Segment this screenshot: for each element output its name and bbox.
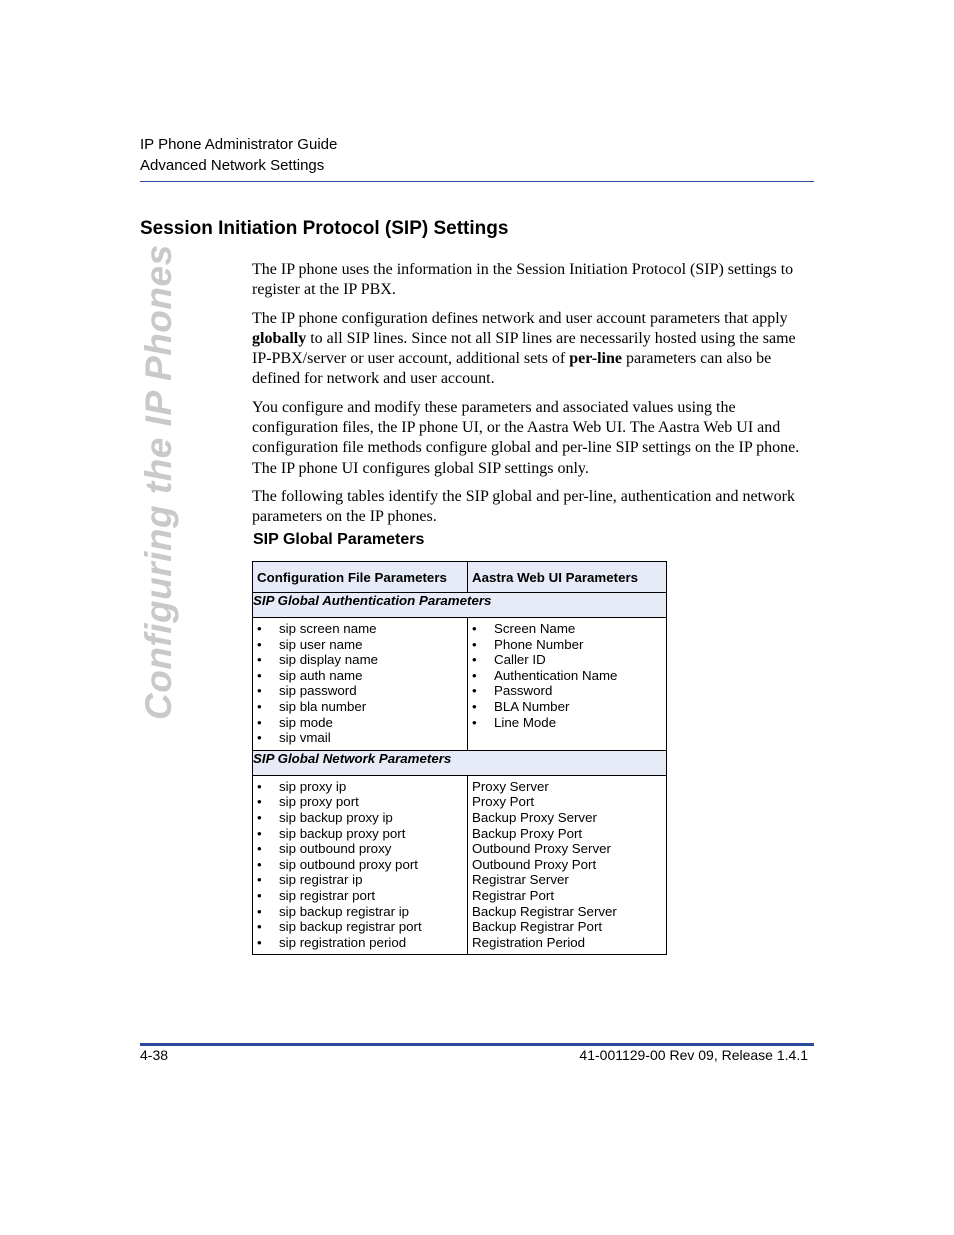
list-item: • sip vmail xyxy=(253,730,467,746)
list-item: • sip registrar ip xyxy=(253,872,467,888)
list-item: • sip mode xyxy=(253,715,467,731)
header-guide-title: IP Phone Administrator Guide xyxy=(140,136,338,153)
page-number: 4-38 xyxy=(140,1047,169,1063)
list-item: • sip backup proxy port xyxy=(253,826,467,842)
network-config-list xyxy=(253,776,467,955)
paragraph-3: You configure and modify these parameters and associated values using the configuration files, the IP phone UI, or the Aastra Web UI. The Aastra Web UI and configuration file methods configure global and per-line SIP settings on the IP phone. The IP phone UI configures global SIP settings only. xyxy=(252,398,800,477)
column-header-web-ui: Aastra Web UI Parameters xyxy=(468,562,667,593)
list-item: • sip proxy port xyxy=(253,794,467,810)
list-item: • sip outbound proxy port xyxy=(253,857,467,873)
list-item: Proxy Server xyxy=(472,778,549,794)
paragraph-2-bold-per-line: per-line xyxy=(569,350,622,368)
table-section-row xyxy=(253,750,667,775)
list-item: Outbound Proxy Port xyxy=(472,856,597,872)
sip-global-parameters-table xyxy=(252,561,667,955)
list-item: Registration Period xyxy=(472,934,586,950)
table-section-row xyxy=(253,593,667,618)
table-title: SIP Global Parameters xyxy=(253,531,425,548)
list-item: Proxy Port xyxy=(472,794,535,810)
section-title: Session Initiation Protocol (SIP) Settings xyxy=(140,218,509,239)
auth-config-cell xyxy=(253,618,468,751)
list-item: • Phone Number xyxy=(468,637,666,653)
paragraph-2-text: parameters can also be defined for network and user account. xyxy=(252,350,772,388)
body-text xyxy=(252,260,814,536)
network-web-list xyxy=(468,776,666,955)
list-item: • sip registrar port xyxy=(253,888,467,904)
paragraph-2-text: to all SIP lines. Since not all SIP lines are necessarily hosted using the same IP-PBX/server or user account, additional sets of xyxy=(252,329,796,368)
column-header-config: Configuration File Parameters xyxy=(253,562,468,593)
running-header xyxy=(140,134,337,176)
side-chapter-title: Configuring the IP Phones xyxy=(138,244,179,720)
list-item: • sip user name xyxy=(253,637,467,653)
paragraph-2-bold-globally: globally xyxy=(252,329,307,347)
auth-web-cell xyxy=(468,618,667,751)
paragraph-4: The following tables identify the SIP global and per-line, authentication and network parameters on the IP phones. xyxy=(252,487,795,526)
list-item: • Password xyxy=(468,683,666,699)
list-item: • sip password xyxy=(253,683,467,699)
list-item: Backup Proxy Port xyxy=(472,825,583,841)
auth-section-label: SIP Global Authentication Parameters xyxy=(253,593,667,618)
network-web-cell xyxy=(468,775,667,955)
network-section-label: SIP Global Network Parameters xyxy=(253,750,667,775)
list-item: • sip outbound proxy xyxy=(253,841,467,857)
footer-rule xyxy=(140,1043,814,1046)
list-item: • sip display name xyxy=(253,652,467,668)
list-item: • sip backup proxy ip xyxy=(253,810,467,826)
list-item: Registrar Server xyxy=(472,872,569,888)
list-item: • sip screen name xyxy=(253,621,467,637)
table-row xyxy=(253,775,667,955)
document-id: 41-001129-00 Rev 09, Release 1.4.1 xyxy=(579,1047,808,1063)
paragraph-2 xyxy=(252,309,814,390)
list-item: • sip backup registrar port xyxy=(253,919,467,935)
list-item: • sip auth name xyxy=(253,668,467,684)
list-item: • sip backup registrar ip xyxy=(253,904,467,920)
list-item: • Authentication Name xyxy=(468,668,666,684)
auth-web-list xyxy=(468,618,666,734)
list-item: • Screen Name xyxy=(468,621,666,637)
list-item: Backup Proxy Server xyxy=(472,809,597,825)
table-header-row xyxy=(253,562,667,593)
list-item: Backup Registrar Server xyxy=(472,903,617,919)
list-item: • BLA Number xyxy=(468,699,666,715)
list-item: Registrar Port xyxy=(472,887,555,903)
list-item: • sip proxy ip xyxy=(253,779,467,795)
table-row xyxy=(253,618,667,751)
list-item: • sip bla number xyxy=(253,699,467,715)
paragraph-2-text: The IP phone configuration defines network and user account parameters that apply xyxy=(252,309,788,327)
list-item: • sip registration period xyxy=(253,935,467,951)
list-item: • Line Mode xyxy=(468,715,666,731)
network-config-cell xyxy=(253,775,468,955)
paragraph-1: The IP phone uses the information in the Session Initiation Protocol (SIP) settings to register at the IP PBX. xyxy=(252,261,794,299)
header-chapter-title: Advanced Network Settings xyxy=(140,157,325,174)
list-item: • Caller ID xyxy=(468,652,666,668)
auth-config-list xyxy=(253,618,467,750)
list-item: Backup Registrar Port xyxy=(472,919,603,935)
list-item: Outbound Proxy Server xyxy=(472,841,611,857)
header-rule xyxy=(140,181,814,182)
